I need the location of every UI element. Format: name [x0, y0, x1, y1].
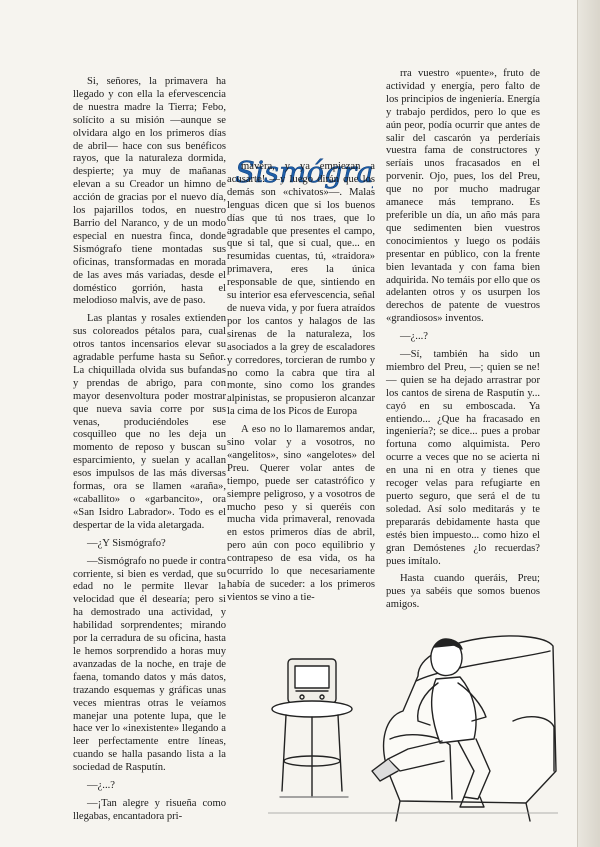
title-text: Sismógra — [235, 155, 373, 189]
paragraph: Las plantas y rosales extienden sus coloreados pétalos para, cual otros tantos incensarios elevar su agradable perfume hasta su Señor. La chiquillada olvida sus bufandas y prendas de abrigo, para con mayor desenvoltura poder mostrar que nueva savia corre por sus venas, produciéndoles ese cosquilleo que no les deja un momento de reposo y buscan su esparcimiento, y suelan y acallan esos impulsos de las más diversas formas, ora se llamen «araña», «caballito» o «garbancito», ora «San Isidro Labrador». Todo es el despertar de la vida aletargada. — [73, 313, 226, 531]
paragraph: Hasta cuando queráis, Preu; pues ya sabéis que somos buenos amigos. — [386, 573, 540, 611]
column-3 — [386, 68, 540, 617]
article — [0, 68, 600, 828]
column-2 — [227, 161, 375, 610]
paragraph: A eso no lo llamaremos andar, sino volar y a vosotros, no «angelitos», sino «angelotes» del Preu. Querer volar antes de tiempo, puede ser catastrófico y siempre peligroso, y a vosotros de mucho peso y si queréis con mucha vida primaveral, renovada en estos primeros días de abril, pero aún con poco equilibrio y contrapeso de esa vida, os ha ocurrido lo que necesariamente había de suceder: a los primeros vientos se vino a tie- — [227, 424, 375, 603]
paragraph: —Sismógrafo no puede ir contra corriente, si bien es verdad, que su edad no le permite llevar la velocidad que él desearía; pero si ha demostrado una actividad, y habilidad sorprendentes; mirando por la cerradura de su oficina, hasta le hemos sorprendido a horas muy avanzadas de la noche, en traje de faena, tomando datos y más datos, trazando esquemas y gráficas unas veces mientras otras le veíamos manejar una potente lupa, que le hace ver lo «inexistente» llegando a leer perfectamente entre líneas, cuando se halla pasando lista a la sociedad de Rasputín. — [73, 555, 226, 774]
paragraph: —¿...? — [400, 331, 428, 343]
column-1 — [73, 76, 226, 829]
radio-icon — [288, 659, 336, 703]
paragraph: —¡Tan alegre y risueña como llegabas, encantadora pri- — [73, 797, 226, 822]
table-icon — [272, 701, 352, 797]
paragraph: —¿...? — [87, 780, 115, 792]
paragraph: —¿Y Sismógrafo? — [87, 537, 166, 549]
paragraph: Si, señores, la primavera ha llegado y con ella la efervescencia de nuestra madre la Tierra; Febo, solícito a su misión —aunque se olvidara algo en los primeros días de abril— hace con sus benéficos rayos, que la naturaleza dormida, despierte; ya muy de mañanas elevan a su Creador un himno de acción de gracias por el nuevo día, los pajarillos todos, en nuestro Barrio del Naranco, y de un modo especial en nuestra finca, donde Sismógrafo tiene montadas sus oficinas, transformadas en morada de las aves más variadas, desde el doméstico gorrión, hasta el melodioso malvis, ave de paso. — [73, 76, 226, 307]
radio-listener-illustration — [268, 621, 558, 831]
paragraph: mavera, y ya empiezan a acusarte! —y luego dirán que los demás son «chivatos»—. Malas lenguas dicen que si los buenos días que tú nos traes, que lo agradable que presentes el campo, que si tal, que si cual, que... en resumidas cuentas, tú, «traidora» primavera, eres la única responsable de que, sintiendo en su interior esa efervescencia, señal de nueva vida, y por fuera atraídos por los cantos y halagos de las sirenas de la naturaleza, los asociados a la grey de escaladores y corredores, torcieran de rumbo y no como la cabra que tira al monte, sino como los grandes alpinistas, se propusieron alcanzar la cima de los Picos de Europa — [227, 161, 375, 418]
paragraph: rra vuestro «puente», fruto de actividad y energía, pero falto de los principios de ingeniería. Energía y trabajo perdidos, pero lo que es aún peor, podía ocurrir que antes de salir del cascarón ya perderíais vuestra fama de constructores y seríais unos fracasados en el porvenir. Ojo, pues, los del Preu, que no por mucho madrugar amanece más temprano. Es preferible un día, un año más para que sedimenten bien vuestros conocimientos y luego os podáis presentar en público, con la frente bien levantada y con fama bien adquirida. No temáis por ello que os adelanten otros y os usurpen los derechos de patente de vuestros «grandiosos» inventos. — [386, 68, 540, 325]
paragraph: —Sí, también ha sido un miembro del Preu, —; quien se ne!— quien se ha dejado arrastrar por los cantos de sirena de Rasputín y... cayó en su emboscada. Ya entiendo... ¿Que ha fracasado en ingeniería?; se dice... pues a probar fortuna como alquimista. Pero ocurre a veces que no se acierta ni en una ni en otra y tienes que recoger velas para refugiarte en puerto seguro, que será el de tu soledad. Así solo meditarás y te prepararás debidamente hasta que estés bien impuesto... como hizo el gran Demóstenes ¿lo recuerdas? pues imítalo. — [386, 349, 540, 567]
